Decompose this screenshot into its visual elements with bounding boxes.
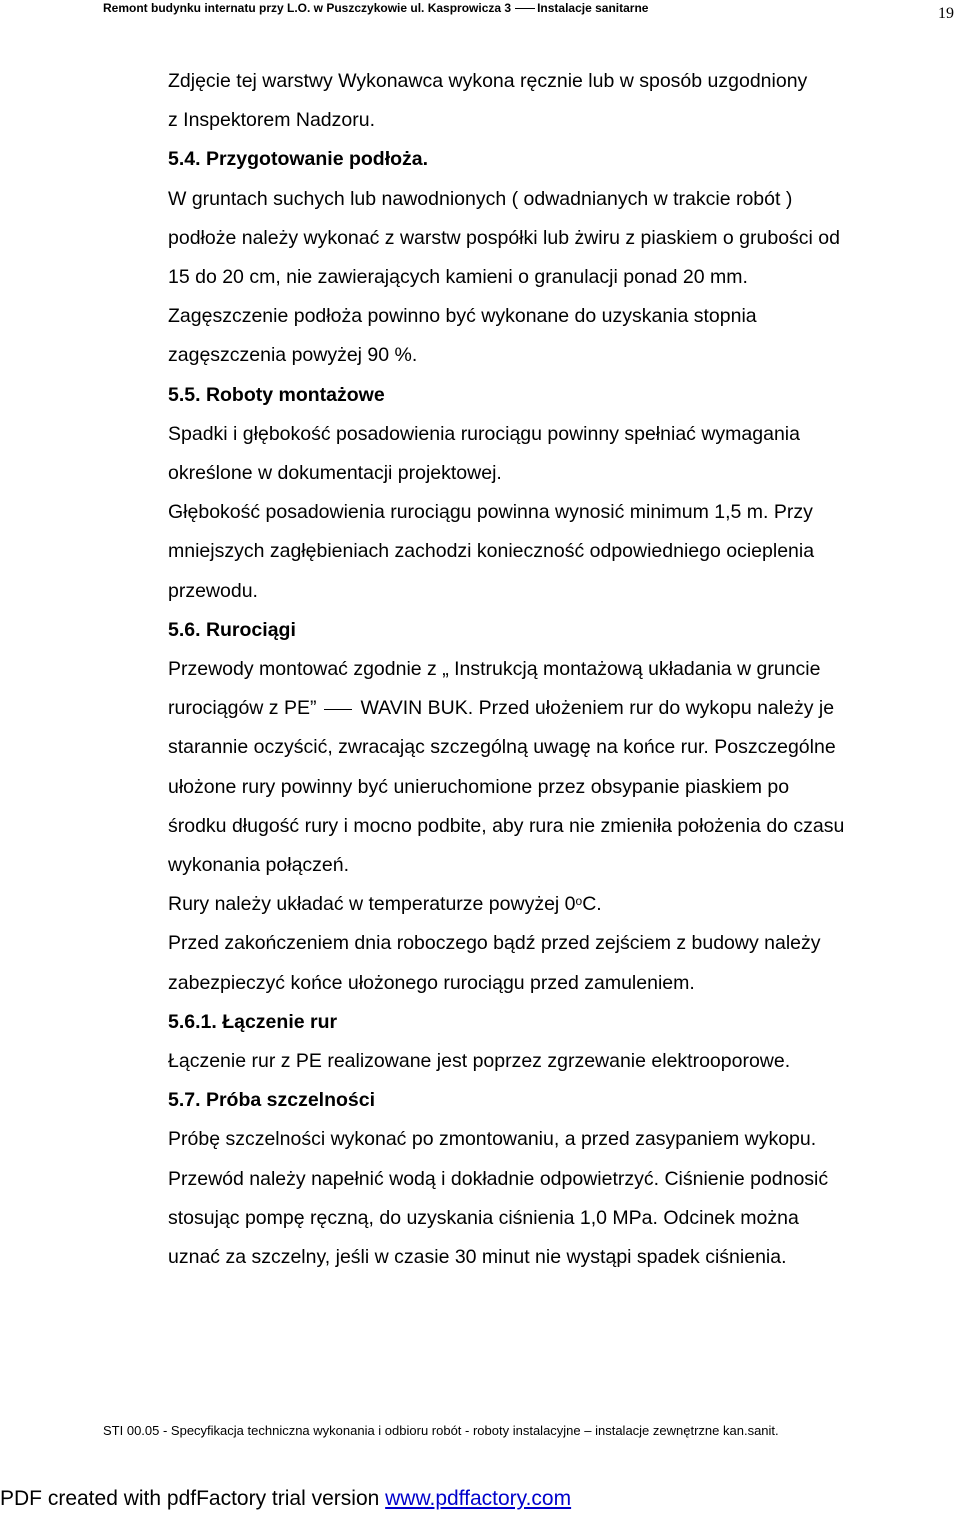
text-span: Rury należy układać w temperaturze powyżej 0	[168, 893, 576, 916]
paragraph-line: Przewody montować zgodnie z „ Instrukcją montażową układania w gruncie	[168, 658, 821, 681]
paragraph-line: zagęszczenia powyżej 90 %.	[168, 344, 418, 367]
paragraph-line: mniejszych zagłębieniach zachodzi konieczność odpowiedniego ocieplenia	[168, 540, 815, 563]
paragraph-line: starannie oczyścić, zwracając szczególną uwagę na końce rur. Poszczególne	[168, 736, 836, 759]
pdf-trial-notice	[0, 1486, 571, 1512]
paragraph-line: W gruntach suchych lub nawodnionych ( odwadnianych w trakcie robót )	[168, 187, 793, 210]
section-heading-5-5: 5.5. Roboty montażowe	[168, 383, 385, 406]
page-footer: STI 00.05 - Specyfikacja techniczna wykonania i odbioru robót - roboty instalacyjne – instalacje zewnętrzne kan.sanit.	[103, 1423, 779, 1438]
document-body	[168, 62, 960, 1277]
paragraph-line: wykonania połączeń.	[168, 854, 350, 877]
header-subtitle: Instalacje sanitarne	[537, 1, 649, 15]
paragraph-line: 15 do 20 cm, nie zawierających kamieni o granulacji ponad 20 mm.	[168, 266, 748, 289]
paragraph-line: zabezpieczyć końce ułożonego rurociągu przed zamuleniem.	[168, 971, 695, 994]
pdffactory-link[interactable]: www.pdffactory.com	[385, 1487, 572, 1510]
paragraph-line: określone w dokumentacji projektowej.	[168, 462, 502, 485]
paragraph-line	[168, 689, 960, 728]
paragraph-line: Próbę szczelności wykonać po zmontowaniu, a przed zasypaniem wykopu.	[168, 1128, 817, 1151]
paragraph-line: podłoże należy wykonać z warstw pospółki lub żwiru z piaskiem o grubości od	[168, 226, 840, 249]
text-span: WAVIN BUK. Przed ułożeniem rur do wykopu należy je	[360, 697, 835, 720]
paragraph-line: środku długość rury i mocno podbite, aby rura nie zmieniła położenia do czasu	[168, 814, 845, 837]
header-dash	[515, 8, 535, 9]
paragraph-line: przewodu.	[168, 579, 258, 602]
section-heading-5-6: 5.6. Rurociągi	[168, 618, 296, 641]
degree-superscript: o	[575, 894, 583, 909]
paragraph-line: ułożone rury powinny być unieruchomione przez obsypanie piaskiem po	[168, 775, 790, 798]
paragraph-line: Zagęszczenie podłoża powinno być wykonane do uzyskania stopnia	[168, 305, 757, 328]
paragraph-line: uznać za szczelny, jeśli w czasie 30 minut nie wystąpi spadek ciśnienia.	[168, 1246, 787, 1269]
em-dash-line	[324, 709, 352, 710]
section-heading-5-4: 5.4. Przygotowanie podłoża.	[168, 148, 429, 171]
page-number: 19	[938, 5, 954, 22]
text-span: rurociągów z PE”	[168, 697, 317, 720]
header-title: Remont budynku internatu przy L.O. w Puszczykowie ul. Kasprowicza 3	[103, 1, 512, 15]
running-header	[103, 0, 648, 16]
paragraph-line: Głębokość posadowienia rurociągu powinna wynosić minimum 1,5 m. Przy	[168, 501, 813, 524]
paragraph-line: Zdjęcie tej warstwy Wykonawca wykona ręcznie lub w sposób uzgodniony	[168, 70, 808, 92]
paragraph-line: Przed zakończeniem dnia roboczego bądź przed zejściem z budowy należy	[168, 932, 821, 955]
pdf-notice-text: PDF created with pdfFactory trial version	[0, 1487, 386, 1510]
section-heading-5-6-1: 5.6.1. Łączenie rur	[168, 1010, 338, 1033]
paragraph-line: stosując pompę ręczną, do uzyskania ciśnienia 1,0 MPa. Odcinek można	[168, 1206, 799, 1229]
paragraph-line	[168, 885, 960, 924]
text-span: C.	[582, 893, 602, 916]
paragraph-line: z Inspektorem Nadzoru.	[168, 109, 376, 132]
paragraph-line: Przewód należy napełnić wodą i dokładnie odpowietrzyć. Ciśnienie podnosić	[168, 1167, 829, 1190]
paragraph-line: Spadki i głębokość posadowienia rurociągu powinny spełniać wymagania	[168, 422, 800, 445]
paragraph-line: Łączenie rur z PE realizowane jest poprzez zgrzewanie elektrooporowe.	[168, 1050, 791, 1073]
section-heading-5-7: 5.7. Próba szczelności	[168, 1089, 376, 1112]
